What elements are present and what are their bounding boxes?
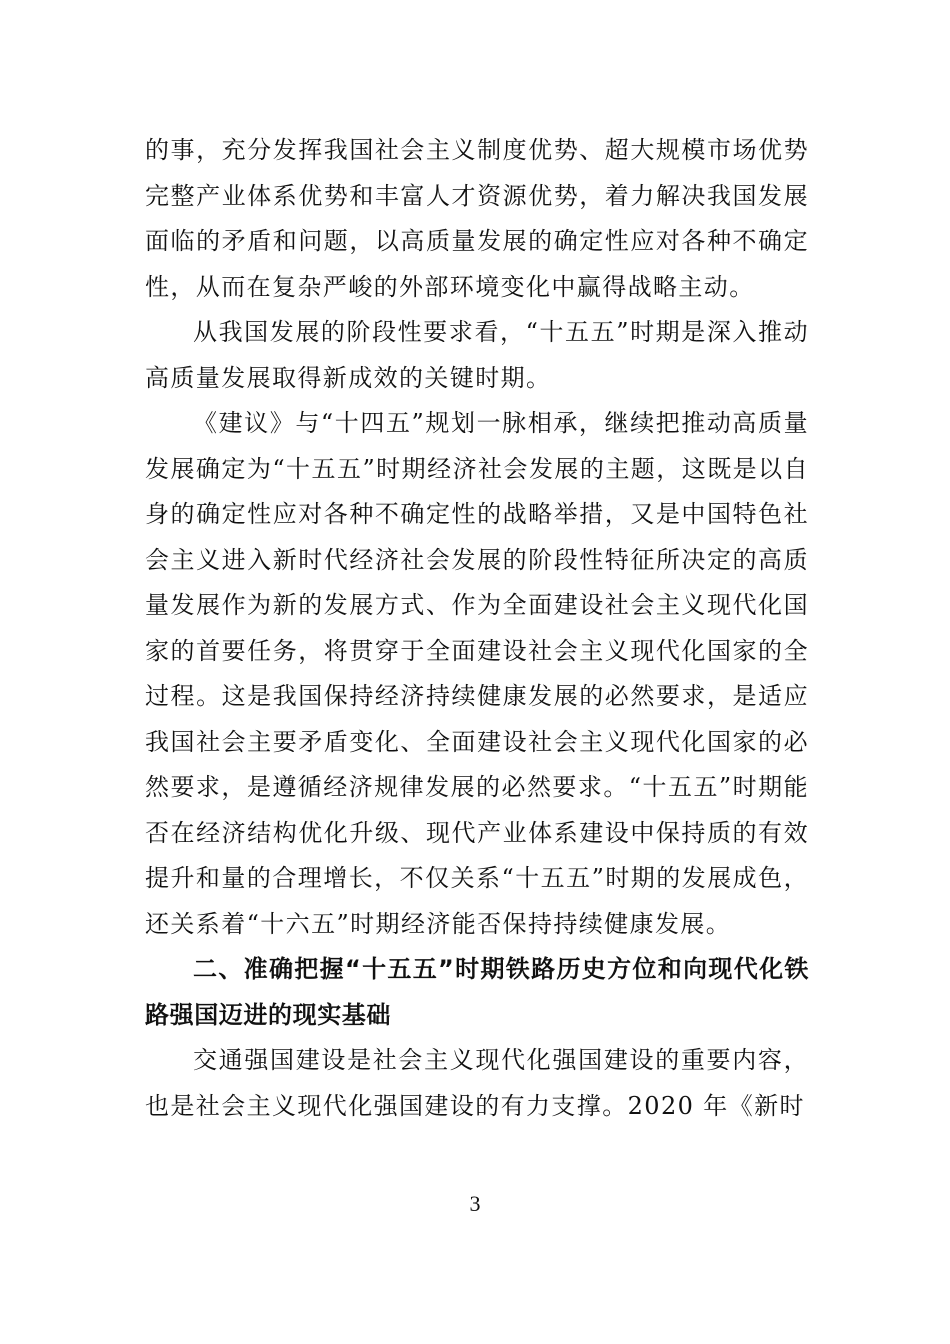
section-heading: 二、准确把握“十五五”时期铁路历史方位和向现代化铁路强国迈进的现实基础	[145, 955, 809, 1029]
page-number: 3	[469, 1191, 481, 1216]
paragraph-transport-power: 交通强国建设是社会主义现代化强国建设的重要内容，也是社会主义现代化强国建设的有力支撑。2020 年《新时	[145, 1046, 809, 1120]
paragraph-proposal: 《建议》与“十四五”规划一脉相承，继续把推动高质量发展确定为“十五五”时期经济社会发展的主题，这既是以自身的确定性应对各种不确定性的战略举措，又是中国特色社会主义进入新时代经济社会发展的阶段性特征所决定的高质量发展作为新的发展方式、作为全面建设社会主义现代化国家的首要任务，将贯穿于全面建设社会主义现代化国家的全过程。这是我国保持经济持续健康发展的必然要求，是适应我国社会主要矛盾变化、全面建设社会主义现代化国家的必然要求，是遵循经济规律发展的必然要求。“十五五”时期能否在经济结构优化升级、现代产业体系建设中保持质的有效提升和量的合理增长，不仅关系“十五五”时期的发展成色，还关系着“十六五”时期经济能否保持持续健康发展。	[145, 409, 809, 938]
paragraph-stage-requirement: 从我国发展的阶段性要求看，“十五五”时期是深入推动高质量发展取得新成效的关键时期。	[145, 318, 809, 392]
document-body	[145, 128, 809, 1129]
paragraph-continuation: 的事，充分发挥我国社会主义制度优势、超大规模市场优势完整产业体系优势和丰富人才资源优势，着力解决我国发展面临的矛盾和问题，以高质量发展的确定性应对各种不确定性，从而在复杂严峻的外部环境变化中赢得战略主动。	[145, 136, 809, 301]
